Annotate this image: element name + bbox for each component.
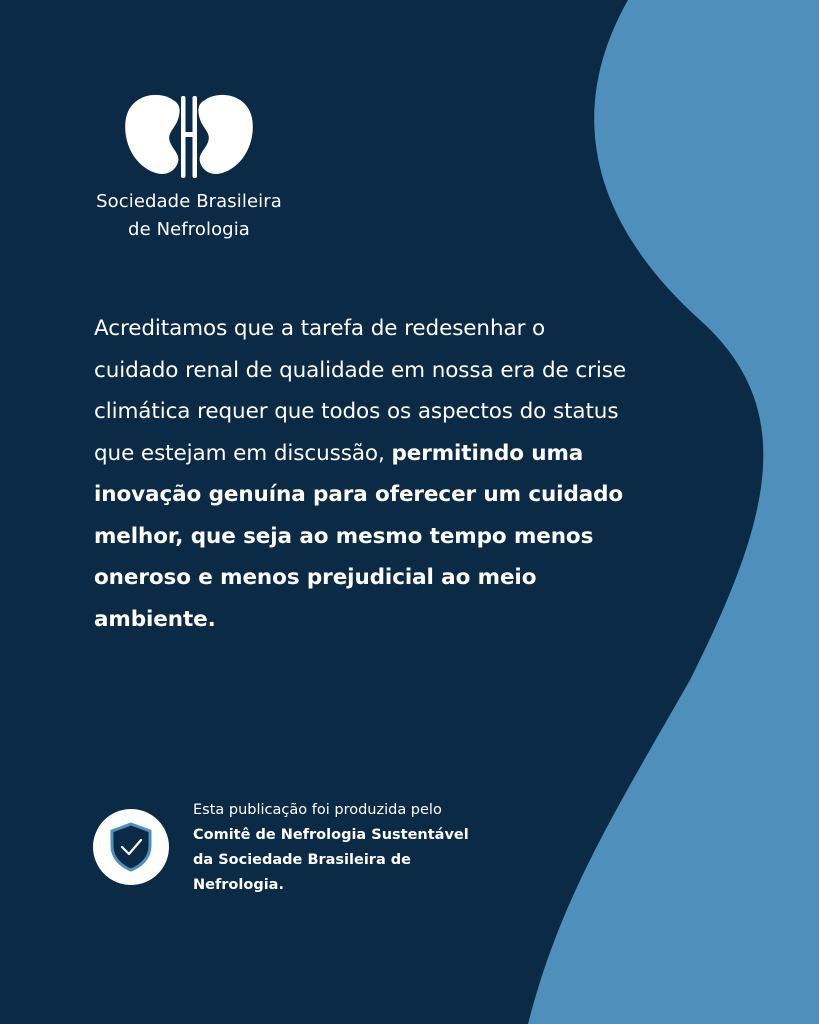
shield-badge	[93, 809, 169, 885]
statement-regular: Acreditamos que a tarefa de redesenhar o cuidado renal de qualidade em nossa era de crise climática requer que todos os aspectos do status que estejam em discussão,	[94, 316, 626, 466]
footer-committee: Comitê de Nefrologia Sustentável da Sociedade Brasileira de Nefrologia.	[193, 827, 469, 893]
statement-bold: permitindo uma inovação genuína para oferecer um cuidado melhor, que seja ao mesmo tempo menos oneroso e menos prejudicial ao meio ambiente.	[94, 440, 624, 632]
kidneys-icon	[123, 92, 255, 182]
logo-text-line-1: Sociedade Brasileira	[96, 191, 282, 212]
sbn-logo	[88, 92, 290, 244]
main-statement	[94, 308, 634, 640]
shield-check-icon	[109, 822, 153, 872]
footer-intro: Esta publicação foi produzida pelo	[193, 802, 442, 818]
footer-credit	[193, 798, 493, 898]
logo-text-line-2: de Nefrologia	[128, 219, 250, 240]
